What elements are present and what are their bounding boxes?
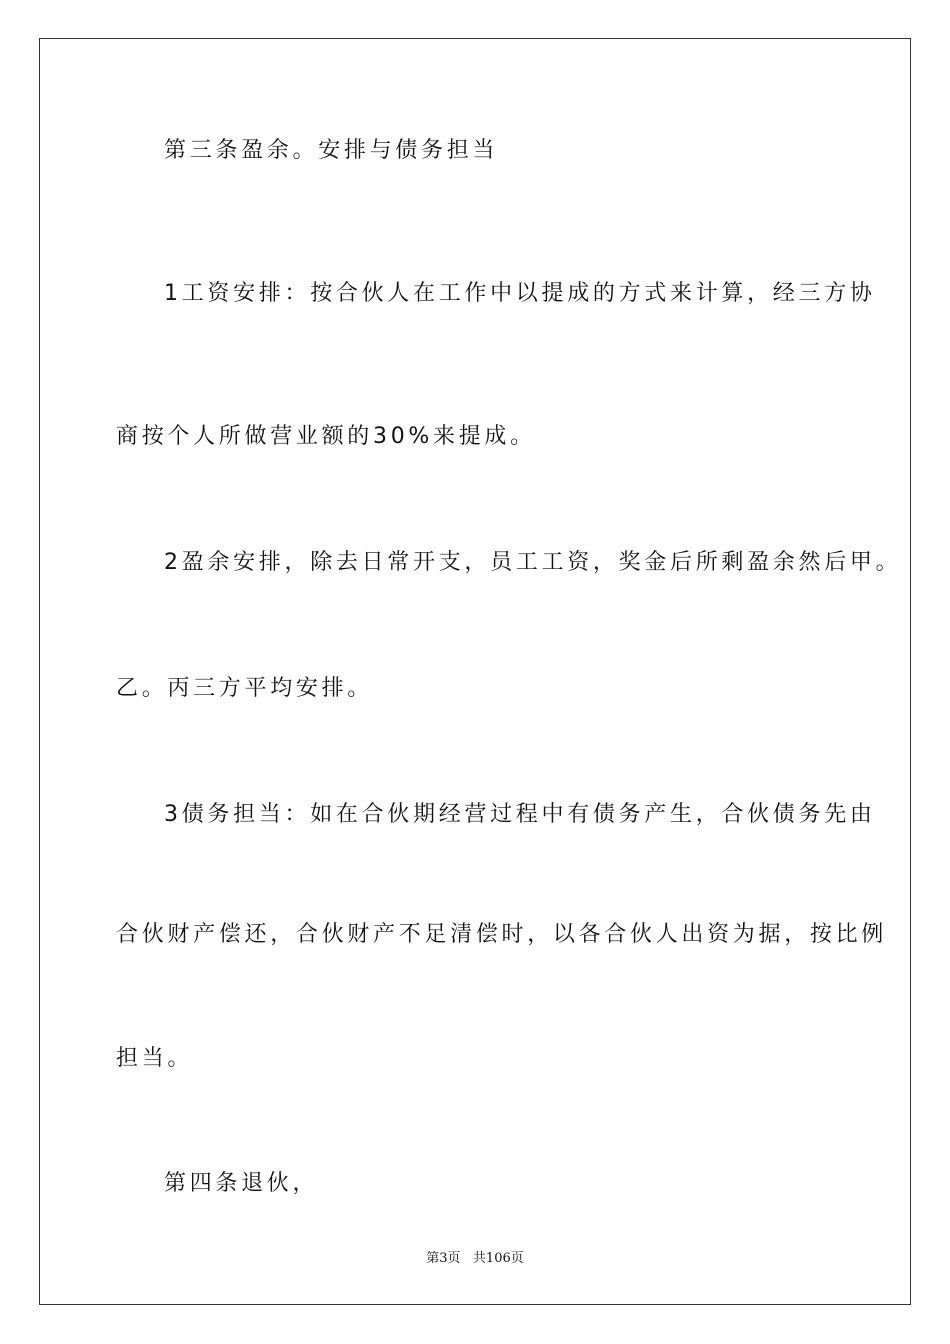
paragraph-1-line-2: 商按个人所做营业额的30%来提成。 — [116, 424, 536, 449]
page-number-footer: 第3页 共106页 — [426, 1251, 524, 1266]
paragraph-1-line-1: 1工资安排：按合伙人在工作中以提成的方式来计算，经三方协 — [164, 281, 876, 306]
paragraph-3-line-2: 合伙财产偿还，合伙财产不足清偿时，以各合伙人出资为据，按比例 — [116, 922, 888, 947]
paragraph-3-line-1: 3债务担当：如在合伙期经营过程中有债务产生，合伙债务先由 — [164, 802, 876, 827]
paragraph-2-line-2: 乙。丙三方平均安排。 — [116, 676, 374, 701]
section-heading-4: 第四条退伙， — [164, 1171, 319, 1196]
section-heading-3: 第三条盈余。安排与债务担当 — [164, 138, 499, 163]
page-frame — [39, 38, 911, 1305]
paragraph-2-line-1: 2盈余安排，除去日常开支，员工工资，奖金后所剩盈余然后甲。 — [164, 550, 902, 575]
paragraph-3-line-3: 担当。 — [116, 1046, 194, 1071]
